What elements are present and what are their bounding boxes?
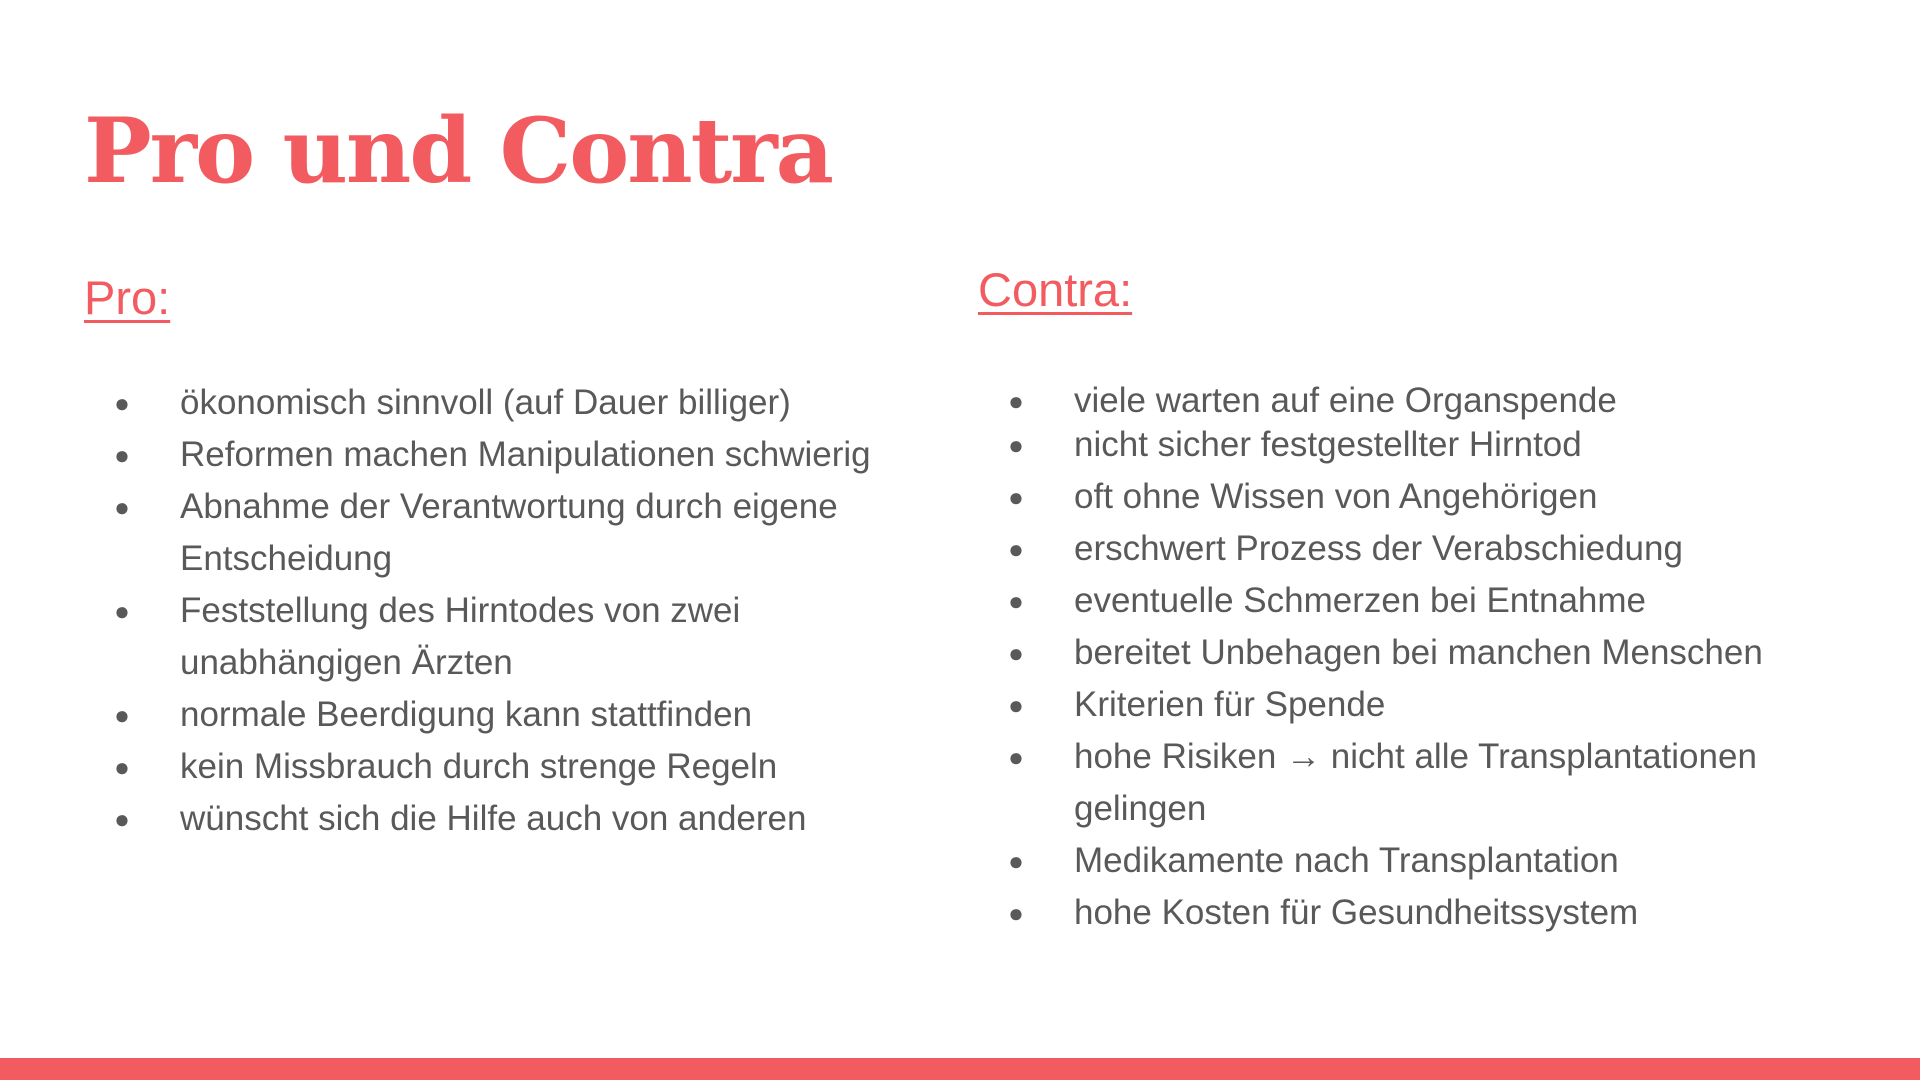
pro-item-text: Feststellung des Hirntodes von zwei unabhängigen Ärzten — [180, 591, 741, 682]
bullet-icon: ● — [114, 700, 130, 730]
contra-item-text: Medikamente nach Transplantation — [1074, 841, 1619, 880]
bullet-icon: ● — [114, 440, 130, 470]
list-item — [84, 429, 924, 481]
pro-item-text: Abnahme der Verantwortung durch eigene Entscheidung — [180, 487, 838, 578]
contra-item-text: oft ohne Wissen von Angehörigen — [1074, 477, 1598, 516]
list-item — [84, 481, 924, 585]
contra-item-text: bereitet Unbehagen bei manchen Menschen — [1074, 633, 1763, 672]
list-item — [84, 585, 924, 689]
list-item — [978, 731, 1838, 835]
list-item — [978, 887, 1838, 939]
contra-item-text: viele warten auf eine Organspende — [1074, 381, 1617, 420]
bullet-icon: ● — [1008, 742, 1024, 772]
pro-item-text: ökonomisch sinnvoll (auf Dauer billiger) — [180, 383, 791, 422]
list-item — [84, 793, 924, 845]
bullet-icon: ● — [1008, 586, 1024, 616]
bullet-icon: ● — [114, 804, 130, 834]
contra-item-text: nicht sicher festgestellter Hirntod — [1074, 425, 1582, 464]
pro-item-text: Reformen machen Manipulationen schwierig — [180, 435, 871, 474]
contra-heading: Contra: — [978, 263, 1133, 316]
contra-item-text: hohe Kosten für Gesundheitssystem — [1074, 893, 1639, 932]
contra-item-text: eventuelle Schmerzen bei Entnahme — [1074, 581, 1647, 620]
pro-item-text: normale Beerdigung kann stattfinden — [180, 695, 753, 734]
list-item — [978, 835, 1838, 887]
bullet-icon: ● — [114, 388, 130, 418]
pro-item-text: wünscht sich die Hilfe auch von anderen — [180, 799, 807, 838]
list-item — [978, 575, 1838, 627]
bullet-icon: ● — [1008, 846, 1024, 876]
bullet-icon: ● — [1008, 690, 1024, 720]
list-item — [84, 689, 924, 741]
list-item — [84, 377, 924, 429]
contra-list — [978, 375, 1838, 939]
list-item — [978, 471, 1838, 523]
bullet-icon: ● — [1008, 898, 1024, 928]
bullet-icon: ● — [114, 596, 130, 626]
bullet-icon: ● — [1008, 430, 1024, 460]
bullet-icon: ● — [114, 752, 130, 782]
bullet-icon: ● — [1008, 638, 1024, 668]
list-item — [978, 627, 1838, 679]
list-item — [978, 419, 1838, 471]
bullet-icon: ● — [1008, 534, 1024, 564]
footer-accent-bar — [0, 1058, 1920, 1080]
list-item — [84, 741, 924, 793]
bullet-icon: ● — [1008, 482, 1024, 512]
bullet-icon: ● — [1008, 386, 1024, 416]
list-item — [978, 679, 1838, 731]
pro-heading: Pro: — [84, 271, 171, 324]
pro-list — [84, 377, 924, 845]
bullet-icon: ● — [114, 492, 130, 522]
contra-item-text: erschwert Prozess der Verabschiedung — [1074, 529, 1683, 568]
contra-item-text: hohe Risiken → nicht alle Transplantationen gelingen — [1074, 737, 1757, 828]
pro-item-text: kein Missbrauch durch strenge Regeln — [180, 747, 778, 786]
list-item — [978, 523, 1838, 575]
slide-title: Pro und Contra — [84, 98, 832, 204]
contra-item-text: Kriterien für Spende — [1074, 685, 1386, 724]
